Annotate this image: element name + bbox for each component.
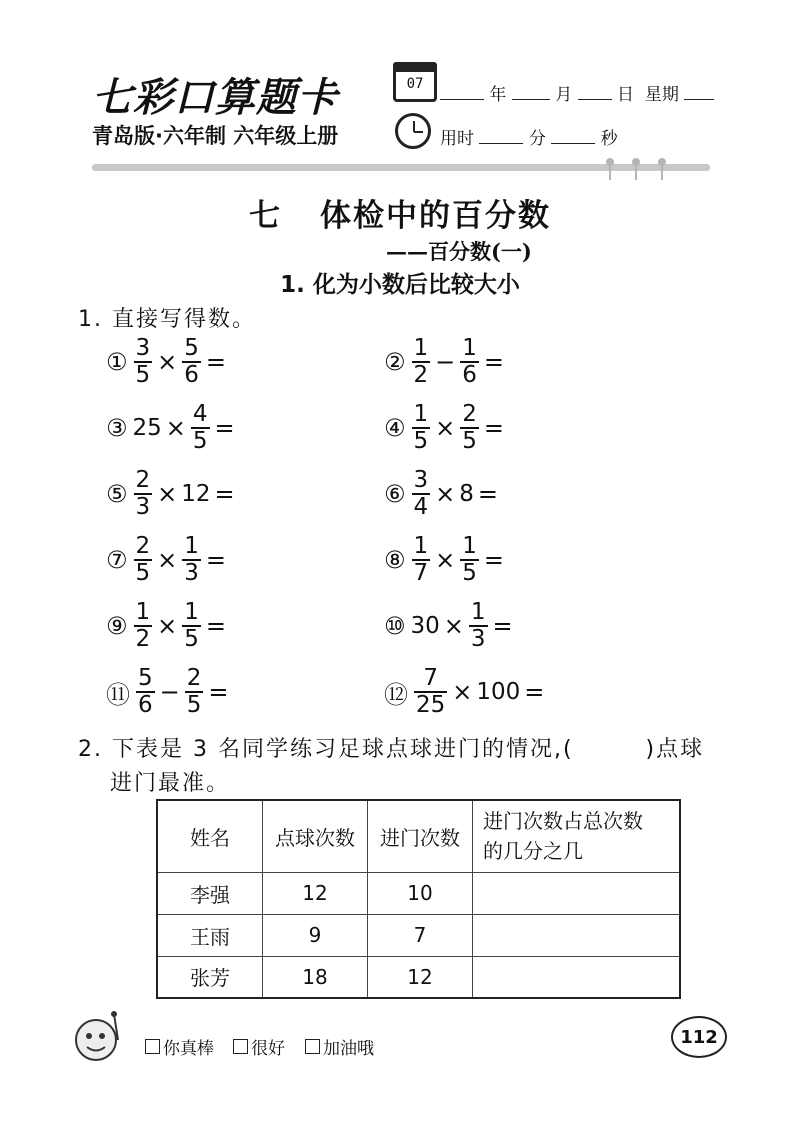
denominator: 7 <box>413 560 429 586</box>
exercise-number: ① <box>106 348 128 376</box>
year-label: 年 <box>489 85 507 105</box>
denominator: 3 <box>135 494 151 520</box>
numerator: 1 <box>184 533 199 559</box>
clock-icon <box>395 113 431 149</box>
denominator: 5 <box>135 362 151 388</box>
calendar-number: 07 <box>406 76 424 92</box>
date-fill-line <box>440 80 714 105</box>
exercise-number: ⑧ <box>384 546 406 574</box>
denominator: 5 <box>186 692 202 718</box>
fraction <box>412 403 431 453</box>
cell-attempts: 12 <box>263 872 368 914</box>
denominator: 5 <box>192 428 208 454</box>
operator: × <box>443 612 464 640</box>
operator: × <box>157 480 178 508</box>
exercise-item <box>384 402 507 454</box>
operator: = <box>483 414 505 442</box>
table-row <box>157 872 680 914</box>
numerator: 3 <box>413 467 429 493</box>
fraction <box>136 667 155 717</box>
numerator: 2 <box>135 533 151 559</box>
whole-number: 12 <box>181 481 211 507</box>
whole-number: 8 <box>459 481 474 507</box>
section-title: ——百分数(一) <box>386 239 532 264</box>
whole-number: 100 <box>476 679 521 705</box>
table-row <box>157 956 680 998</box>
cell-name: 王雨 <box>157 914 263 956</box>
exercise-item <box>384 336 507 388</box>
time-used-label: 用时 <box>440 129 474 149</box>
rating-good[interactable] <box>233 1034 285 1059</box>
numerator: 1 <box>462 533 477 559</box>
numerator: 1 <box>413 335 429 361</box>
operator: = <box>214 414 235 442</box>
rating-good-label: 很好 <box>251 1039 285 1059</box>
whole-number: 25 <box>132 415 162 441</box>
calendar-icon <box>393 62 437 102</box>
header-fraction-line-1: 进门次数占总次数 <box>483 809 643 834</box>
operator: − <box>159 678 180 706</box>
exercise-item <box>384 468 501 520</box>
exercise-item <box>106 468 238 520</box>
mascot-icon <box>70 1010 128 1068</box>
numerator: 2 <box>135 467 151 493</box>
chapter-title <box>0 190 800 235</box>
denominator: 5 <box>413 428 429 454</box>
exercise-number: ④ <box>384 414 406 442</box>
numerator: 2 <box>462 401 477 427</box>
fraction <box>412 535 431 585</box>
cell-goals: 7 <box>368 914 473 956</box>
numerator: 1 <box>135 599 151 625</box>
question-2-line-2: 进门最准。 <box>110 771 231 796</box>
checkbox-icon <box>233 1039 248 1054</box>
exercise-number: ② <box>384 348 406 376</box>
header-divider <box>92 164 710 171</box>
numerator: 5 <box>184 335 199 361</box>
exercise-item <box>106 336 229 388</box>
cell-attempts: 9 <box>263 914 368 956</box>
exercise-number: ⑪ <box>106 680 130 709</box>
denominator: 6 <box>462 362 477 388</box>
question-2-line-1: 2. 下表是 3 名同学练习足球点球进门的情况,( )点球 <box>78 737 705 762</box>
operator: × <box>435 480 456 508</box>
fraction <box>182 535 201 585</box>
header-goals: 进门次数 <box>368 800 473 872</box>
fraction <box>185 667 204 717</box>
fraction <box>460 403 479 453</box>
checkbox-icon <box>145 1039 160 1054</box>
denominator: 5 <box>462 560 477 586</box>
denominator: 2 <box>135 626 151 652</box>
fraction <box>460 337 479 387</box>
rating-great-label: 你真棒 <box>163 1039 214 1059</box>
cell-answer[interactable] <box>473 956 681 998</box>
operator: = <box>205 612 227 640</box>
header-fraction <box>473 800 681 872</box>
operator: × <box>157 546 178 574</box>
operator: = <box>477 480 499 508</box>
exercise-item <box>384 600 516 652</box>
fraction <box>182 601 201 651</box>
cell-name: 李强 <box>157 872 263 914</box>
exercise-number: ③ <box>106 414 128 442</box>
minute-label: 分 <box>528 129 546 149</box>
operator: = <box>483 348 505 376</box>
rating-keep-going[interactable] <box>305 1034 374 1059</box>
second-label: 秒 <box>600 129 618 149</box>
numerator: 1 <box>462 335 477 361</box>
question-1-title: 1. 直接写得数。 <box>78 307 256 332</box>
operator: = <box>208 678 229 706</box>
weekday-label: 星期 <box>644 85 679 105</box>
operator: × <box>157 612 178 640</box>
chapter-name: 体检中的百分数 <box>320 198 551 234</box>
brand-title: 七彩口算题卡 <box>92 74 338 121</box>
denominator: 5 <box>184 626 199 652</box>
denominator: 3 <box>470 626 486 652</box>
operator: = <box>524 678 545 706</box>
exercise-number: ⑤ <box>106 480 128 508</box>
header-name: 姓名 <box>157 800 263 872</box>
exercise-number: ⑥ <box>384 480 406 508</box>
page-number: 112 <box>671 1016 727 1058</box>
month-label: 月 <box>555 85 573 105</box>
exercise-item <box>384 534 507 586</box>
operator: = <box>214 480 235 508</box>
cell-goals: 10 <box>368 872 473 914</box>
exercise-item <box>106 666 232 718</box>
numerator: 1 <box>413 401 429 427</box>
exercise-item <box>106 600 229 652</box>
cell-answer[interactable] <box>473 872 681 914</box>
exercise-item <box>106 534 229 586</box>
numerator: 1 <box>470 599 486 625</box>
fraction <box>460 535 479 585</box>
operator: × <box>435 546 456 574</box>
operator: = <box>205 348 227 376</box>
results-table <box>156 799 681 999</box>
fraction <box>191 403 210 453</box>
operator: × <box>165 414 186 442</box>
exercise-number: ⑫ <box>384 680 408 709</box>
denominator: 2 <box>413 362 429 388</box>
rating-keep-going-label: 加油哦 <box>323 1039 374 1059</box>
denominator: 3 <box>184 560 199 586</box>
denominator: 6 <box>138 692 153 718</box>
fraction <box>182 337 201 387</box>
header-attempts: 点球次数 <box>263 800 368 872</box>
operator: × <box>452 678 473 706</box>
fraction <box>134 535 153 585</box>
table-row <box>157 914 680 956</box>
exercise-item <box>384 666 547 718</box>
operator: − <box>435 348 456 376</box>
day-label: 日 <box>617 85 635 105</box>
checkbox-icon <box>305 1039 320 1054</box>
fraction <box>134 469 153 519</box>
numerator: 1 <box>184 599 199 625</box>
cell-name: 张芳 <box>157 956 263 998</box>
denominator: 4 <box>413 494 429 520</box>
exercise-number: ⑩ <box>384 612 406 640</box>
numerator: 3 <box>135 335 151 361</box>
numerator: 7 <box>423 665 438 691</box>
operator: = <box>205 546 227 574</box>
fraction <box>134 337 153 387</box>
header-fraction-line-2: 的几分之几 <box>483 839 583 864</box>
operator: = <box>483 546 505 574</box>
edition-subtitle: 青岛版·六年制 六年级上册 <box>92 124 339 148</box>
numerator: 1 <box>413 533 429 559</box>
whole-number: 30 <box>410 613 440 639</box>
lesson-title: 1. 化为小数后比较大小 <box>280 272 520 298</box>
exercise-item <box>106 402 238 454</box>
fraction <box>412 337 431 387</box>
operator: = <box>492 612 513 640</box>
fraction <box>414 667 447 717</box>
rating-great[interactable] <box>145 1034 214 1059</box>
exercise-number: ⑦ <box>106 546 128 574</box>
denominator: 5 <box>462 428 477 454</box>
cell-answer[interactable] <box>473 914 681 956</box>
operator: × <box>157 348 178 376</box>
fraction <box>412 469 431 519</box>
operator: × <box>435 414 456 442</box>
denominator: 5 <box>135 560 151 586</box>
cell-goals: 12 <box>368 956 473 998</box>
denominator: 6 <box>184 362 199 388</box>
cell-attempts: 18 <box>263 956 368 998</box>
fraction <box>134 601 153 651</box>
denominator: 25 <box>416 692 446 718</box>
numerator: 5 <box>138 665 153 691</box>
fraction <box>469 601 488 651</box>
time-fill-line <box>440 124 618 149</box>
numerator: 2 <box>186 665 202 691</box>
chapter-number: 七 <box>249 198 282 234</box>
numerator: 4 <box>192 401 208 427</box>
exercise-number: ⑨ <box>106 612 128 640</box>
